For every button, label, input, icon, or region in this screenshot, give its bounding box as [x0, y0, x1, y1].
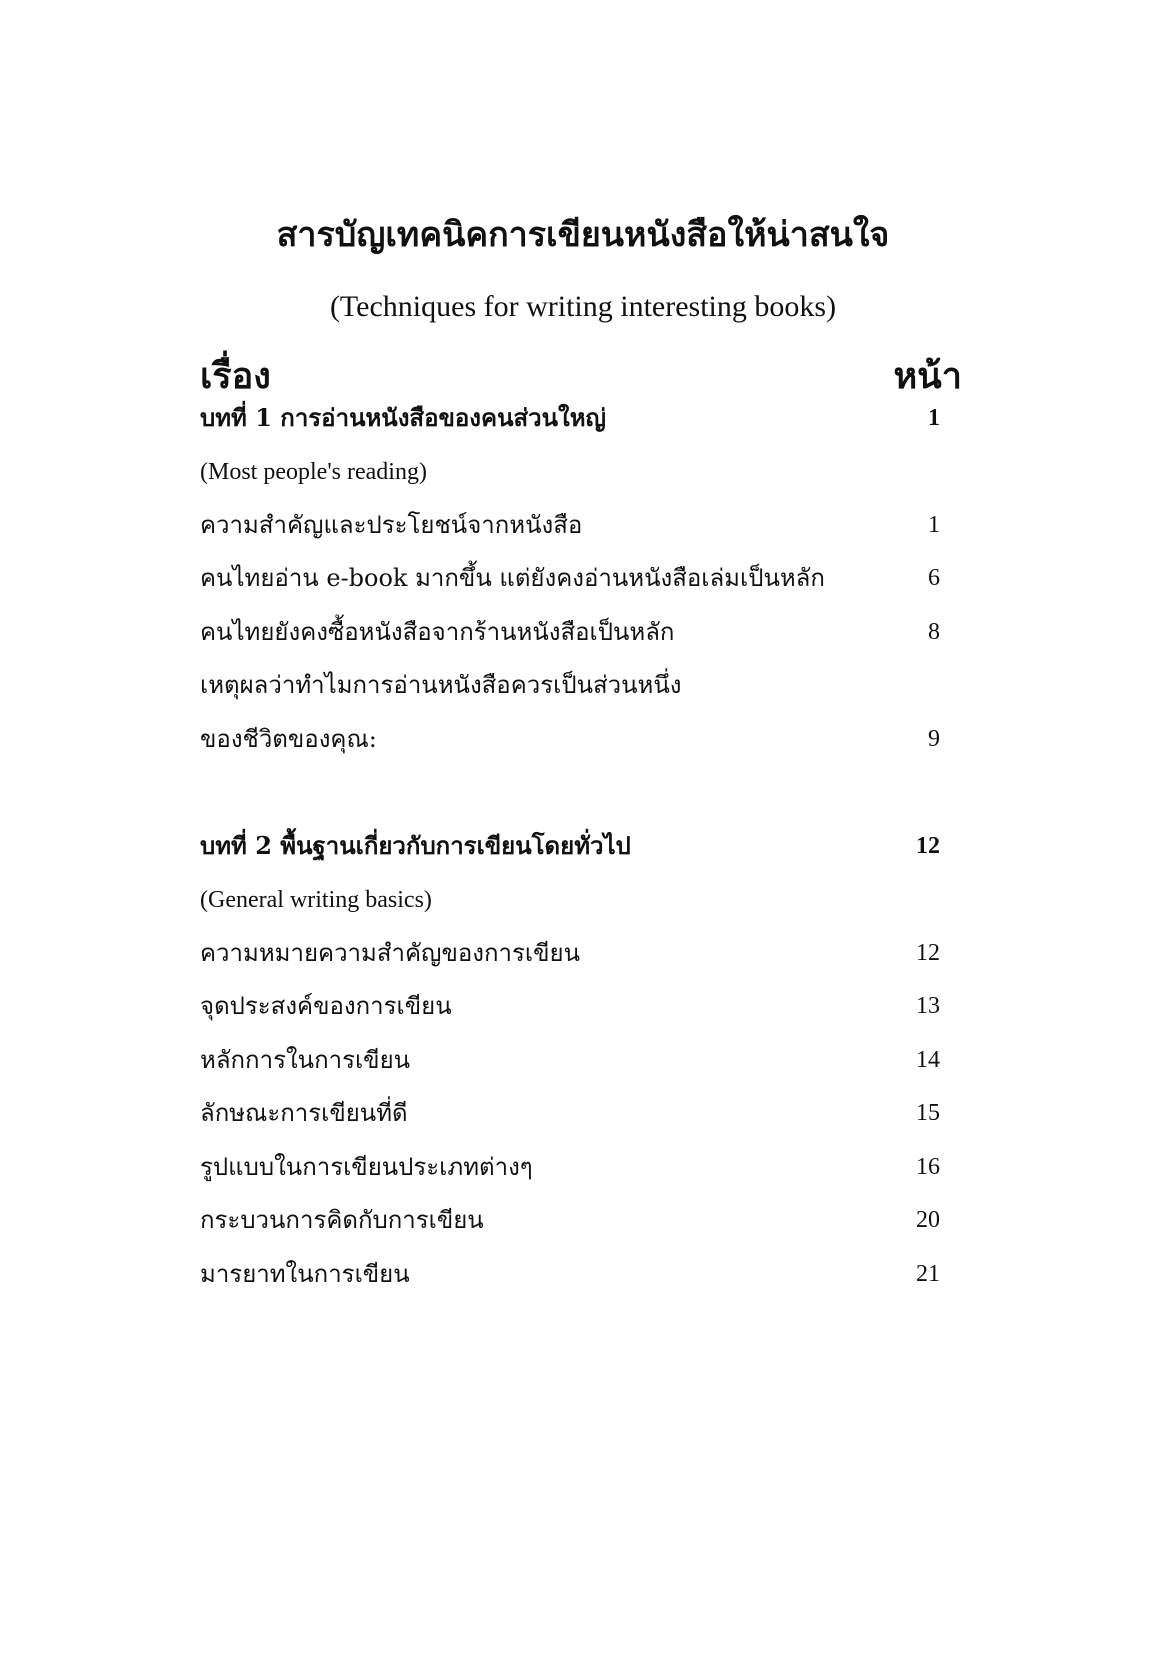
toc-entry-text: ความหมายความสำคัญของการเขียน	[200, 939, 580, 967]
toc-entry-page: 21	[916, 1261, 940, 1287]
toc-entry-page: 16	[916, 1154, 940, 1180]
toc-entry-text: คนไทยยังคงซื้อหนังสือจากร้านหนังสือเป็นหลัก	[200, 618, 675, 646]
toc-entry-page: 6	[928, 565, 940, 591]
toc-entry-page: 1	[928, 512, 940, 538]
toc-entry	[200, 665, 940, 705]
toc-entry-page: 12	[916, 833, 940, 859]
toc-entry	[200, 719, 940, 759]
toc-entry	[200, 986, 940, 1026]
toc-entry-chapter-2	[200, 826, 940, 866]
page-column-label: หน้า	[893, 355, 962, 397]
toc-entry	[200, 1040, 940, 1080]
toc-entry-page: 20	[916, 1207, 940, 1233]
toc-entry	[200, 1093, 940, 1133]
toc-entry-text: จุดประสงค์ของการเขียน	[200, 992, 452, 1020]
toc-entry-chapter-2-english	[200, 880, 940, 920]
toc-entry-page: 15	[916, 1100, 940, 1126]
toc-entry-text: (Most people's reading)	[200, 459, 427, 485]
toc-entry-page: 1	[928, 405, 940, 431]
toc-entry-text: ของชีวิตของคุณ:	[200, 725, 377, 753]
toc-entry-text: บทที่ 2 พื้นฐานเกี่ยวกับการเขียนโดยทั่วไป	[200, 831, 631, 860]
toc-entry-text: บทที่ 1 การอ่านหนังสือของคนส่วนใหญ่	[200, 403, 607, 432]
toc-entry-text: คนไทยอ่าน e-book มากขึ้น แต่ยังคงอ่านหนังสือเล่มเป็นหลัก	[200, 564, 825, 592]
toc-entry	[200, 1147, 940, 1187]
toc-entry-text: ความสำคัญและประโยชน์จากหนังสือ	[200, 511, 583, 539]
toc-entry-page: 9	[928, 726, 940, 752]
toc-entry	[200, 612, 940, 652]
toc-entry-chapter-1-english	[200, 452, 940, 492]
toc-entry-chapter-1	[200, 398, 940, 438]
toc-title: สารบัญเทคนิคการเขียนหนังสือให้น่าสนใจ	[276, 215, 890, 255]
toc-entry-text: มารยาทในการเขียน	[200, 1260, 410, 1288]
toc-entry-text: (General writing basics)	[200, 887, 432, 913]
toc-entry	[200, 1254, 940, 1294]
toc-entry	[200, 1200, 940, 1240]
toc-entry-text: ลักษณะการเขียนที่ดี	[200, 1099, 408, 1127]
toc-entry-page: 8	[928, 619, 940, 645]
toc-entry-text: หลักการในการเขียน	[200, 1046, 411, 1074]
toc-entry-text: รูปแบบในการเขียนประเภทต่างๆ	[200, 1153, 533, 1181]
toc-entry	[200, 558, 940, 598]
topic-column-label: เรื่อง	[200, 355, 271, 397]
toc-entry	[200, 505, 940, 545]
toc-entry-page: 14	[916, 1047, 940, 1073]
toc-entry-text: เหตุผลว่าทำไมการอ่านหนังสือควรเป็นส่วนหนึ่ง	[200, 671, 682, 699]
toc-entry-text: กระบวนการคิดกับการเขียน	[200, 1206, 484, 1234]
toc-subtitle: (Techniques for writing interesting books)	[329, 290, 837, 323]
toc-entry-page: 12	[916, 940, 940, 966]
toc-entry	[200, 933, 940, 973]
toc-entry-page: 13	[916, 993, 940, 1019]
